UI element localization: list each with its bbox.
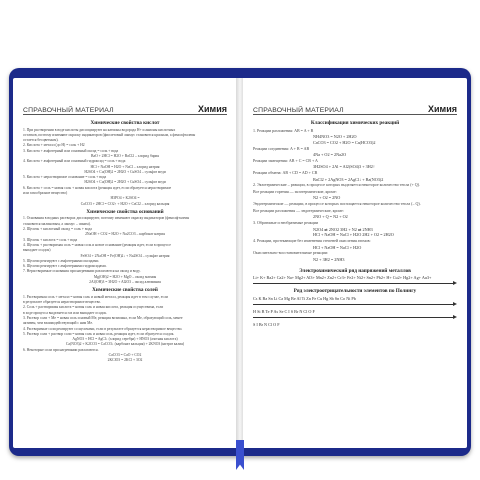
series-arrow	[253, 281, 457, 286]
series-arrow	[253, 302, 457, 307]
text-line: или газообразное вещество)	[23, 191, 68, 196]
text-line: Реакции замещения: AB + C = CB + A	[253, 157, 318, 163]
bookmark-ribbon	[236, 440, 244, 470]
text-line: 4. Щелочь + растворимая соль = новая соль и новое основание (реакция идет, если в процессе	[23, 242, 171, 247]
text-line: 2. Экзотермические – реакции, в процессе которых выделяется некоторое количество тепла (+ Q).	[253, 182, 421, 188]
text-line: 4. Реакции, протекающие без изменения степеней окисления атомов:	[253, 238, 371, 244]
text-line: 2NaOH + CO2 = H2O + Na2CO3 – карбонат натрия	[85, 232, 165, 237]
text-line: H2SO4 + Cu(OH)2 = 2H2O + CuSO4 – сульфат меди	[84, 169, 166, 174]
equation-line: HCl + NaOH = NaCl + H2O	[313, 244, 362, 250]
text-line: 5. Раствор соли + раствор соли = новая соль и новая соль, реакция идет, если образуется осадок.	[23, 331, 175, 336]
text-line: Все реакции разложения — эндотермические, кроме:	[253, 207, 344, 213]
text-line: 2. Кислота + металл (до H) = соль + H2	[23, 143, 85, 148]
text-line: Реакции соединения: A + B = AB	[253, 145, 310, 151]
page-header	[23, 102, 227, 115]
left-page-content	[23, 118, 227, 440]
header-subject: Химия	[198, 104, 227, 114]
section-title: Химические свойства кислот	[90, 120, 160, 126]
text-line: 1. Реакции разложения: AB = A + B	[253, 127, 314, 133]
text-line: CaCO3 = CaO + CO2	[108, 353, 142, 358]
text-line: 1. Основания в водных растворах диссоциируют, поэтому изменяют окраску индикаторов (фенолфталеин	[23, 216, 190, 221]
text-line: 2. Щелочь + кислотный оксид = соль + вода	[23, 227, 92, 232]
text-line: 6. Щелочи реагируют с амфотерными гидроксидами.	[23, 264, 107, 269]
metals-series: Li+ K+ Ba2+ Ca2+ Na+ Mg2+ Al3+ Mn2+ Zn2+ Cr3+ Fe2+ Ni2+ Sn2+ Pb2+ H+ Cu2+ Hg2+ Ag+ Au3+	[253, 275, 432, 281]
text-line: 7. Нерастворимые основания при нагревании разлагаются на оксид и воду.	[23, 269, 141, 274]
text-line: Ca(NO3)2 + K2CO3 = CaCO3↓ (карбонат кальция) + 2KNO3 (нитрат калия)	[65, 342, 185, 347]
text-line: выпадает осадок)	[23, 248, 51, 253]
text-line: в результате образуется нерастворимое вещество.	[23, 300, 102, 305]
header-label: СПРАВОЧНЫЙ МАТЕРИАЛ	[23, 107, 114, 114]
text-line: 6. Кислота + соль = новая соль + новая кислота (реакция идет, если образуется нерастворимое	[23, 185, 172, 190]
text-line: FeSO4 + 2NaOH = Fe(OH)2↓ + Na2SO4 – сульфат натрия	[80, 253, 170, 258]
equation-line: N2 + 3H2 = 2NH3	[313, 256, 345, 262]
page-header	[253, 102, 457, 115]
text-line: AgNO3 + HCl = AgCl↓ (хлорид серебра) + HNO3 (азотная кислота)	[72, 337, 178, 342]
series-arrow	[253, 315, 457, 320]
text-line: Эндотермические — реакции, в процессе которых поглощается некоторое количество тепла (– Q).	[253, 201, 421, 207]
text-line: 6. Некоторые соли при нагревании разлагаются.	[23, 347, 99, 352]
text-line: Реакции обмена: AB + CD = AD + CB	[253, 170, 318, 176]
header-label: СПРАВОЧНЫЙ МАТЕРИАЛ	[253, 107, 344, 114]
text-line: 4. Кислота + амфотерный или основный гидроксид = соль + вода	[23, 159, 126, 164]
section-title: Ряд электроотрицательности элементов по Полингу	[293, 288, 417, 295]
text-line: остается бесцветным).	[23, 138, 59, 143]
text-line: становится малиновым, а лакмус – синим).	[23, 221, 91, 226]
text-line: 1. Растворимая соль + металл = новая соль и новый металл, реакция идет в том случае, если	[23, 294, 168, 299]
text-line: 3. Щелочь + кислота = соль + вода	[23, 237, 78, 242]
text-line: H2SO4 + Cu(OH)2 = 2H2O + CuSO4 – сульфат меди	[84, 180, 166, 185]
text-line: 5. Кислота + нерастворимое основание = соль + вода	[23, 175, 107, 180]
equation-line: 4Na + O2 = 2Na2O	[313, 152, 347, 158]
text-line: H3PO4 + K2SO4 =	[110, 196, 140, 201]
text-line: Mg(OH)2 = H2O + MgO – оксид магния	[93, 274, 157, 279]
text-line: 2. Соль + растворимая кислота = новая соль и новая кислота, реакция осуществима, если	[23, 305, 164, 310]
equation-line: BaCl2 + 2AgNO3 = 2AgCl↓ + Ba(NO3)2	[313, 176, 384, 182]
reactions-list	[253, 128, 457, 263]
equation-line: 3H2SO4 + 2Al = Al2(SO4)3 + 3H2↑	[313, 164, 375, 170]
header-subject: Химия	[428, 104, 457, 114]
left-page	[13, 78, 237, 448]
equation-line: HCl + NaOH = NaCl + H2O 2H2 + O2 = 2H2O	[313, 232, 394, 238]
equation-line: NH4NO3 = N2O + 2H2O	[313, 134, 357, 139]
section-title: Химические свойства оснований	[86, 208, 164, 215]
text-line: остатков, поэтому изменяют окраску индикаторов (фиолетовый лакмус становится красным, а фенолфталеин	[23, 132, 196, 137]
text-line: HCl + NaOH = H2O + NaCl – хлорид натрия	[90, 164, 160, 169]
section-title: Химические свойства солей	[92, 287, 158, 294]
text-line: CaCO3 + 2HCl = CO2↑ + H2O + CaCl2 – хлорид кальция	[80, 201, 170, 206]
equation-line: CaCO3 = CO2 + H2O = Ca(HCO3)2	[313, 139, 376, 145]
text-line: 4. Растворимые соли реагируют со щелочами, если в результате образуется нерастворимое вещество.	[23, 326, 183, 331]
section-title: Электрохимический ряд напряжений металлов	[299, 267, 411, 274]
section-title: Классификация химических реакций	[310, 120, 400, 126]
right-page-content	[253, 118, 457, 440]
text-line: в ходе процесса выделяется газ или выпадает осадок.	[23, 310, 108, 315]
text-line: 3. Раствор соли + Me = новая соль и новый Me, реакция возможна, если Me, образующий соль, менее	[23, 316, 183, 320]
equation-line: N2 + O2 = 2NO	[313, 195, 341, 201]
text-line: 1. При растворении в воде кислоты диссоциируют на катионы водорода H+ и анионы кислотных	[23, 127, 176, 132]
text-line: Окислительно-восстановительные реакции:	[253, 250, 328, 256]
text-line: 2Al(OH)3 = 3H2O + Al2O3 – оксид алюминия	[89, 280, 161, 285]
text-line: 2KClO3 = 2KCl + 3O2	[107, 358, 143, 363]
electronegativity-series: H Si B Te P As Se C I S Br N Cl O F	[253, 308, 315, 314]
text-line: BaO + 2HCl = H2O + BaCl2 – хлорид бария	[91, 153, 159, 158]
electronegativity-series: S I Br N Cl O F	[253, 321, 280, 327]
text-line: 3. Кислота + амфотерный или основный оксид = соль + вода	[23, 148, 119, 153]
right-page	[243, 78, 467, 448]
equation-line: 2NO + Q = N2 + O2	[313, 214, 348, 220]
text-line: активен, чем взаимодействующий с ним Me.	[23, 321, 94, 326]
electronegativity-series: Cs K Ba Sn Li Ca Mg Be Al Ti Zn Fe Cu Hg Sb Sn Co Ni Pb	[253, 295, 356, 301]
text-line: Все реакции горения — экзотермические, кроме:	[253, 188, 337, 194]
text-line: 3. Обратимые и необратимые реакции	[253, 220, 319, 226]
text-line: 5. Щелочи реагируют с амфотерными оксидами.	[23, 258, 100, 263]
equation-line: N2O4 ⇄ 2NO2 3H2 + N2 ⇄ 2NH3	[313, 226, 373, 232]
